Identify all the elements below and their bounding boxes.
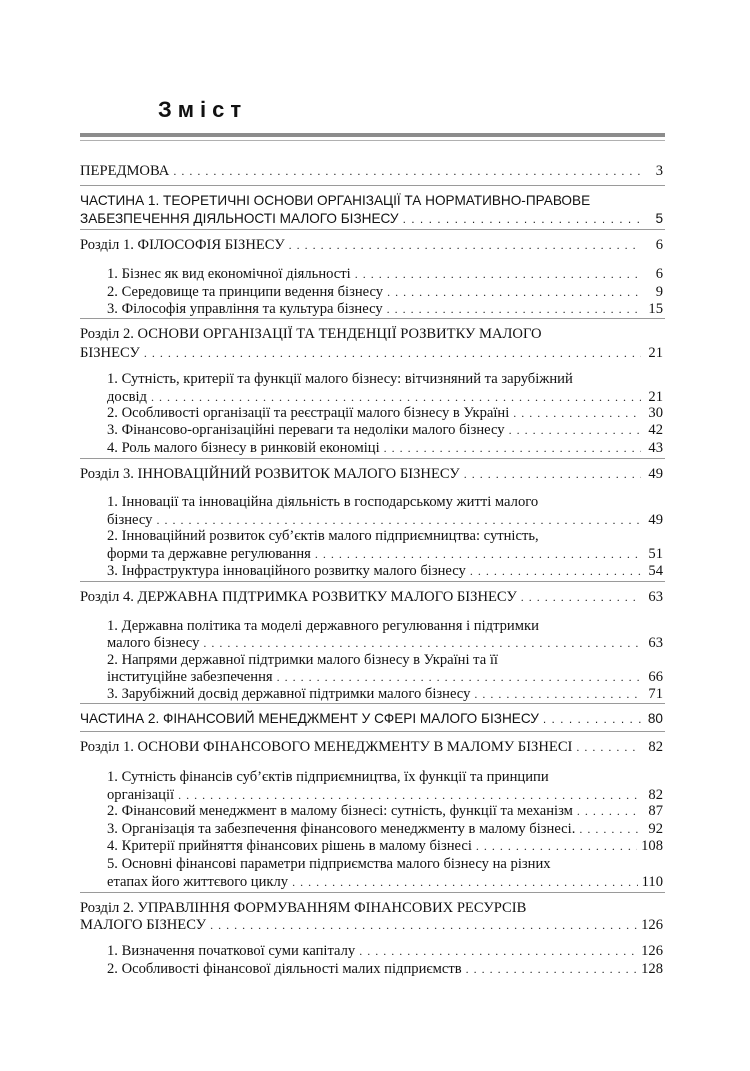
toc-page-number: 92 — [648, 821, 663, 837]
section-divider — [80, 731, 665, 732]
toc-entry[interactable] — [107, 421, 663, 439]
dot-leader — [384, 439, 641, 457]
section-divider — [80, 229, 665, 230]
toc-entry-title: 4. Критерії прийняття фінансових рішень в малому бізнесі — [107, 838, 472, 854]
toc-page-number: 87 — [648, 803, 663, 819]
toc-entry[interactable] — [80, 210, 663, 228]
toc-entry-title: 3. Зарубіжний досвід державної підтримки малого бізнесу — [107, 686, 471, 702]
toc-entry[interactable] — [80, 465, 663, 483]
toc-page-number: 49 — [648, 466, 663, 482]
toc-entry-title: досвід — [107, 389, 147, 405]
title-rule-thick — [80, 133, 665, 137]
toc-entry[interactable] — [107, 265, 663, 283]
toc-entry[interactable] — [80, 738, 663, 756]
toc-entry-title: 1. Бізнес як вид економічної діяльності — [107, 266, 351, 282]
toc-entry[interactable] — [107, 873, 663, 891]
dot-leader — [579, 820, 641, 838]
toc-entry-title: ПЕРЕДМОВА — [80, 163, 170, 179]
section-divider — [80, 703, 665, 704]
toc-entry[interactable] — [107, 283, 663, 301]
toc-page-number: 51 — [648, 546, 663, 562]
dot-leader — [577, 802, 641, 820]
toc-entry-title: 2. Напрями державної підтримки малого бізнесу в Україні та її — [107, 652, 498, 668]
toc-entry-title: 2. Інноваційний розвиток суб’єктів малого підприємництва: сутність, — [107, 528, 539, 544]
toc-page-number: 30 — [648, 405, 663, 421]
dot-leader — [464, 465, 641, 483]
dot-leader — [513, 404, 641, 422]
toc-entry[interactable] — [107, 545, 663, 563]
dot-leader — [470, 562, 641, 580]
toc-entry-title: 1. Державна політика та моделі державного регулювання і підтримки — [107, 618, 539, 634]
toc-page-number: 110 — [641, 874, 663, 890]
toc-entry-title: 2. Особливості фінансової діяльності малих підприємств — [107, 961, 462, 977]
toc-entry-title: 2. Особливості організації та реєстрації малого бізнесу в Україні — [107, 405, 510, 421]
toc-entry-title: Розділ 1. ОСНОВИ ФІНАНСОВОГО МЕНЕДЖМЕНТУ В МАЛОМУ БІЗНЕСІ — [80, 739, 573, 755]
toc-page-number: 126 — [641, 943, 663, 959]
toc-entry-title: 4. Роль малого бізнесу в ринковій економіці — [107, 440, 380, 456]
toc-entry[interactable] — [80, 916, 663, 934]
dot-leader — [210, 916, 637, 934]
toc-entry[interactable] — [107, 685, 663, 703]
toc-page-number: 43 — [648, 440, 663, 456]
toc-entry-title: ЧАСТИНА 2. ФІНАНСОВИЙ МЕНЕДЖМЕНТ У СФЕРІ МАЛОГО БІЗНЕСУ — [80, 711, 539, 726]
dot-leader — [403, 210, 641, 228]
dot-leader — [173, 162, 641, 180]
dot-leader — [387, 300, 641, 318]
toc-entry[interactable] — [107, 634, 663, 652]
dot-leader — [359, 942, 637, 960]
toc-entry[interactable] — [80, 710, 663, 728]
dot-leader — [355, 265, 641, 283]
toc-entry[interactable] — [107, 820, 663, 838]
toc-entry[interactable] — [80, 162, 663, 180]
title-rule-thin — [80, 140, 665, 141]
toc-entry-title: 1. Сутність, критерії та функції малого бізнесу: вітчизняний та зарубіжний — [107, 371, 573, 387]
toc-page-number: 82 — [648, 787, 663, 803]
toc-entry-title: етапах його життєвого циклу — [107, 874, 289, 890]
toc-entry-title: 1. Інновації та інноваційна діяльність в господарському житті малого — [107, 494, 539, 510]
toc-entry[interactable] — [107, 668, 663, 686]
toc-entry[interactable] — [80, 588, 663, 606]
toc-entry-title: інституційне забезпечення — [107, 669, 273, 685]
toc-entry-title: малого бізнесу — [107, 635, 200, 651]
dot-leader — [277, 668, 641, 686]
toc-entry-title: 3. Фінансово-організаційні переваги та недоліки малого бізнесу — [107, 422, 505, 438]
dot-leader — [144, 344, 641, 362]
section-divider — [80, 458, 665, 459]
toc-page-number: 9 — [655, 284, 663, 300]
toc-entry-title: 2. Середовище та принципи ведення бізнесу — [107, 284, 384, 300]
dot-leader — [576, 738, 641, 756]
toc-entry-title: 1. Сутність фінансів суб’єктів підприємництва, їх функції та принципи — [107, 769, 549, 785]
toc-page-number: 6 — [655, 266, 663, 282]
section-divider — [80, 318, 665, 319]
toc-page-number: 63 — [648, 589, 663, 605]
toc-page-number: 5 — [655, 211, 663, 226]
toc-entry-title: бізнесу — [107, 512, 153, 528]
toc-entry[interactable] — [107, 960, 663, 978]
toc-entry-title: 5. Основні фінансові параметри підприємства малого бізнесу на різних — [107, 856, 551, 872]
toc-entry-title: Розділ 3. ІННОВАЦІЙНИЙ РОЗВИТОК МАЛОГО БІЗНЕСУ — [80, 466, 460, 482]
toc-entry-title: 3. Філософія управління та культура бізнесу — [107, 301, 383, 317]
toc-page-number: 108 — [641, 838, 663, 854]
page-title: Зміст — [158, 97, 248, 122]
toc-page-number: 6 — [655, 237, 663, 253]
toc-page-number: 63 — [648, 635, 663, 651]
toc-entry[interactable] — [107, 300, 663, 318]
toc-entry[interactable] — [107, 802, 663, 820]
section-divider — [80, 185, 665, 186]
toc-page-number: 80 — [647, 711, 663, 726]
toc-page-number: 54 — [648, 563, 663, 579]
toc-entry[interactable] — [80, 236, 663, 254]
toc-entry-title: 1. Визначення початкової суми капіталу — [107, 943, 356, 959]
toc-page-number: 21 — [648, 389, 663, 405]
toc-entry[interactable] — [107, 404, 663, 422]
dot-leader — [543, 710, 641, 728]
section-divider — [80, 581, 665, 582]
dot-leader — [292, 873, 638, 891]
toc-entry[interactable] — [107, 439, 663, 457]
toc-entry-title: 3. Інфраструктура інноваційного розвитку малого бізнесу — [107, 563, 466, 579]
toc-page-number: 3 — [655, 163, 663, 179]
dot-leader — [474, 685, 641, 703]
dot-leader — [476, 837, 637, 855]
dot-leader — [387, 283, 641, 301]
toc-page-number: 21 — [648, 345, 663, 361]
toc-entry-title: БІЗНЕСУ — [80, 345, 140, 361]
toc-entry-title: Розділ 4. ДЕРЖАВНА ПІДТРИМКА РОЗВИТКУ МАЛОГО БІЗНЕСУ — [80, 589, 517, 605]
dot-leader — [466, 960, 637, 978]
toc-entry[interactable] — [107, 562, 663, 580]
toc-entry-title: форми та державне регулювання — [107, 546, 311, 562]
toc-entry-title: 3. Організація та забезпечення фінансового менеджменту в малому бізнесі. — [107, 821, 576, 837]
dot-leader — [509, 421, 641, 439]
toc-entry-title: організації — [107, 787, 175, 803]
toc-page-number: 15 — [648, 301, 663, 317]
toc-entry-title: Розділ 2. УПРАВЛІННЯ ФОРМУВАННЯМ ФІНАНСОВИХ РЕСУРСІВ — [80, 900, 527, 916]
section-divider — [80, 892, 665, 893]
toc-page-number: 66 — [648, 669, 663, 685]
toc-entry-title: Розділ 2. ОСНОВИ ОРГАНІЗАЦІЇ ТА ТЕНДЕНЦІЇ РОЗВИТКУ МАЛОГО — [80, 326, 542, 342]
toc-page-number: 71 — [648, 686, 663, 702]
toc-entry-title: ЧАСТИНА 1. ТЕОРЕТИЧНІ ОСНОВИ ОРГАНІЗАЦІЇ ТА НОРМАТИВНО-ПРАВОВЕ — [80, 193, 591, 208]
toc-page-number: 82 — [648, 739, 663, 755]
toc-entry-title: ЗАБЕЗПЕЧЕННЯ ДІЯЛЬНОСТІ МАЛОГО БІЗНЕСУ — [80, 211, 399, 226]
toc-entry-title: Розділ 1. ФІЛОСОФІЯ БІЗНЕСУ — [80, 237, 285, 253]
dot-leader — [315, 545, 641, 563]
toc-entry[interactable] — [80, 344, 663, 362]
toc-entry[interactable] — [107, 942, 663, 960]
dot-leader — [289, 236, 641, 254]
toc-entry-title: МАЛОГО БІЗНЕСУ — [80, 917, 207, 933]
toc-entry[interactable] — [107, 837, 663, 855]
dot-leader — [203, 634, 641, 652]
toc-page-number: 128 — [641, 961, 663, 977]
dot-leader — [521, 588, 641, 606]
toc-page-number: 49 — [648, 512, 663, 528]
toc-page-number: 42 — [648, 422, 663, 438]
toc-entry-title: 2. Фінансовий менеджмент в малому бізнесі: сутність, функції та механізм — [107, 803, 573, 819]
toc-page-number: 126 — [641, 917, 663, 933]
